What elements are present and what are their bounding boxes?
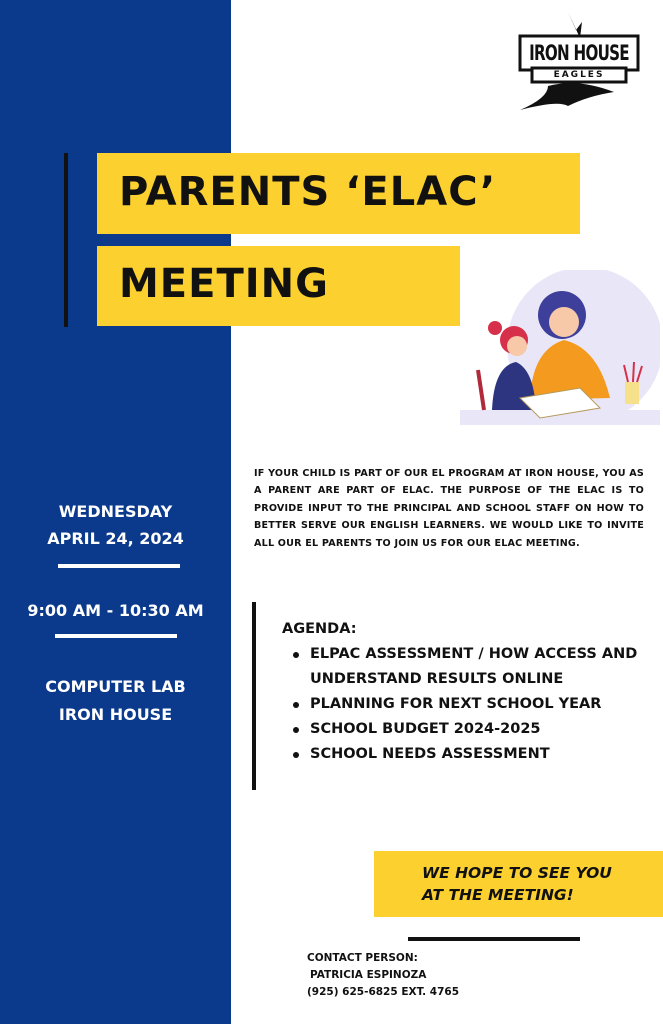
agenda-accent-bar: [252, 602, 256, 790]
agenda-item: SCHOOL NEEDS ASSESSMENT: [290, 742, 660, 767]
agenda-item: PLANNING FOR NEXT SCHOOL YEAR: [290, 692, 660, 717]
contact-label: CONTACT PERSON:: [307, 952, 418, 964]
contact-info: [307, 950, 459, 1001]
intro-paragraph: IF YOUR CHILD IS PART OF OUR EL PROGRAM AT IRON HOUSE, YOU AS A PARENT ARE PART OF ELAC. THE PURPOSE OF THE ELAC IS TO PROVIDE INPUT TO THE PRINCIPAL AND SCHOOL STAFF ON HOW TO BETTER SERVE OUR ENGLISH LEARNERS. WE WOULD LIKE TO INVITE ALL OUR EL PARENTS TO JOIN US FOR OUR ELAC MEETING.: [254, 468, 644, 549]
closing-line-1: WE HOPE TO SEE YOU: [422, 864, 612, 882]
divider: [408, 937, 580, 941]
logo-subtitle: EAGLES: [553, 70, 605, 80]
title-line-1: PARENTS ‘ELAC’: [119, 169, 497, 215]
divider: [55, 634, 177, 638]
event-location-room: COMPUTER LAB: [45, 677, 186, 696]
logo-title: IRON HOUSE: [529, 41, 629, 65]
contact-phone: (925) 625-6825 EXT. 4765: [307, 986, 460, 998]
event-day: WEDNESDAY: [58, 502, 173, 521]
parent-child-reading-illustration: [460, 270, 660, 425]
event-date: APRIL 24, 2024: [47, 529, 184, 548]
agenda-list: [290, 642, 660, 767]
title-accent-bar: [64, 153, 68, 327]
agenda-item: SCHOOL BUDGET 2024-2025: [290, 717, 660, 742]
agenda: [282, 617, 660, 767]
title-box-1: [97, 153, 580, 234]
event-time: 9:00 AM - 10:30 AM: [27, 601, 204, 620]
closing-line-2: AT THE MEETING!: [422, 886, 574, 904]
contact-name: PATRICIA ESPINOZA: [310, 969, 427, 981]
agenda-heading: AGENDA:: [282, 621, 357, 637]
title-box-2: [97, 246, 460, 326]
event-location-school: IRON HOUSE: [58, 705, 173, 724]
closing-box: [374, 851, 663, 917]
divider: [58, 564, 180, 568]
agenda-item: ELPAC ASSESSMENT / HOW ACCESS AND UNDERSTAND RESULTS ONLINE: [290, 642, 660, 692]
title-line-2: MEETING: [119, 261, 329, 307]
school-logo: [518, 10, 640, 110]
